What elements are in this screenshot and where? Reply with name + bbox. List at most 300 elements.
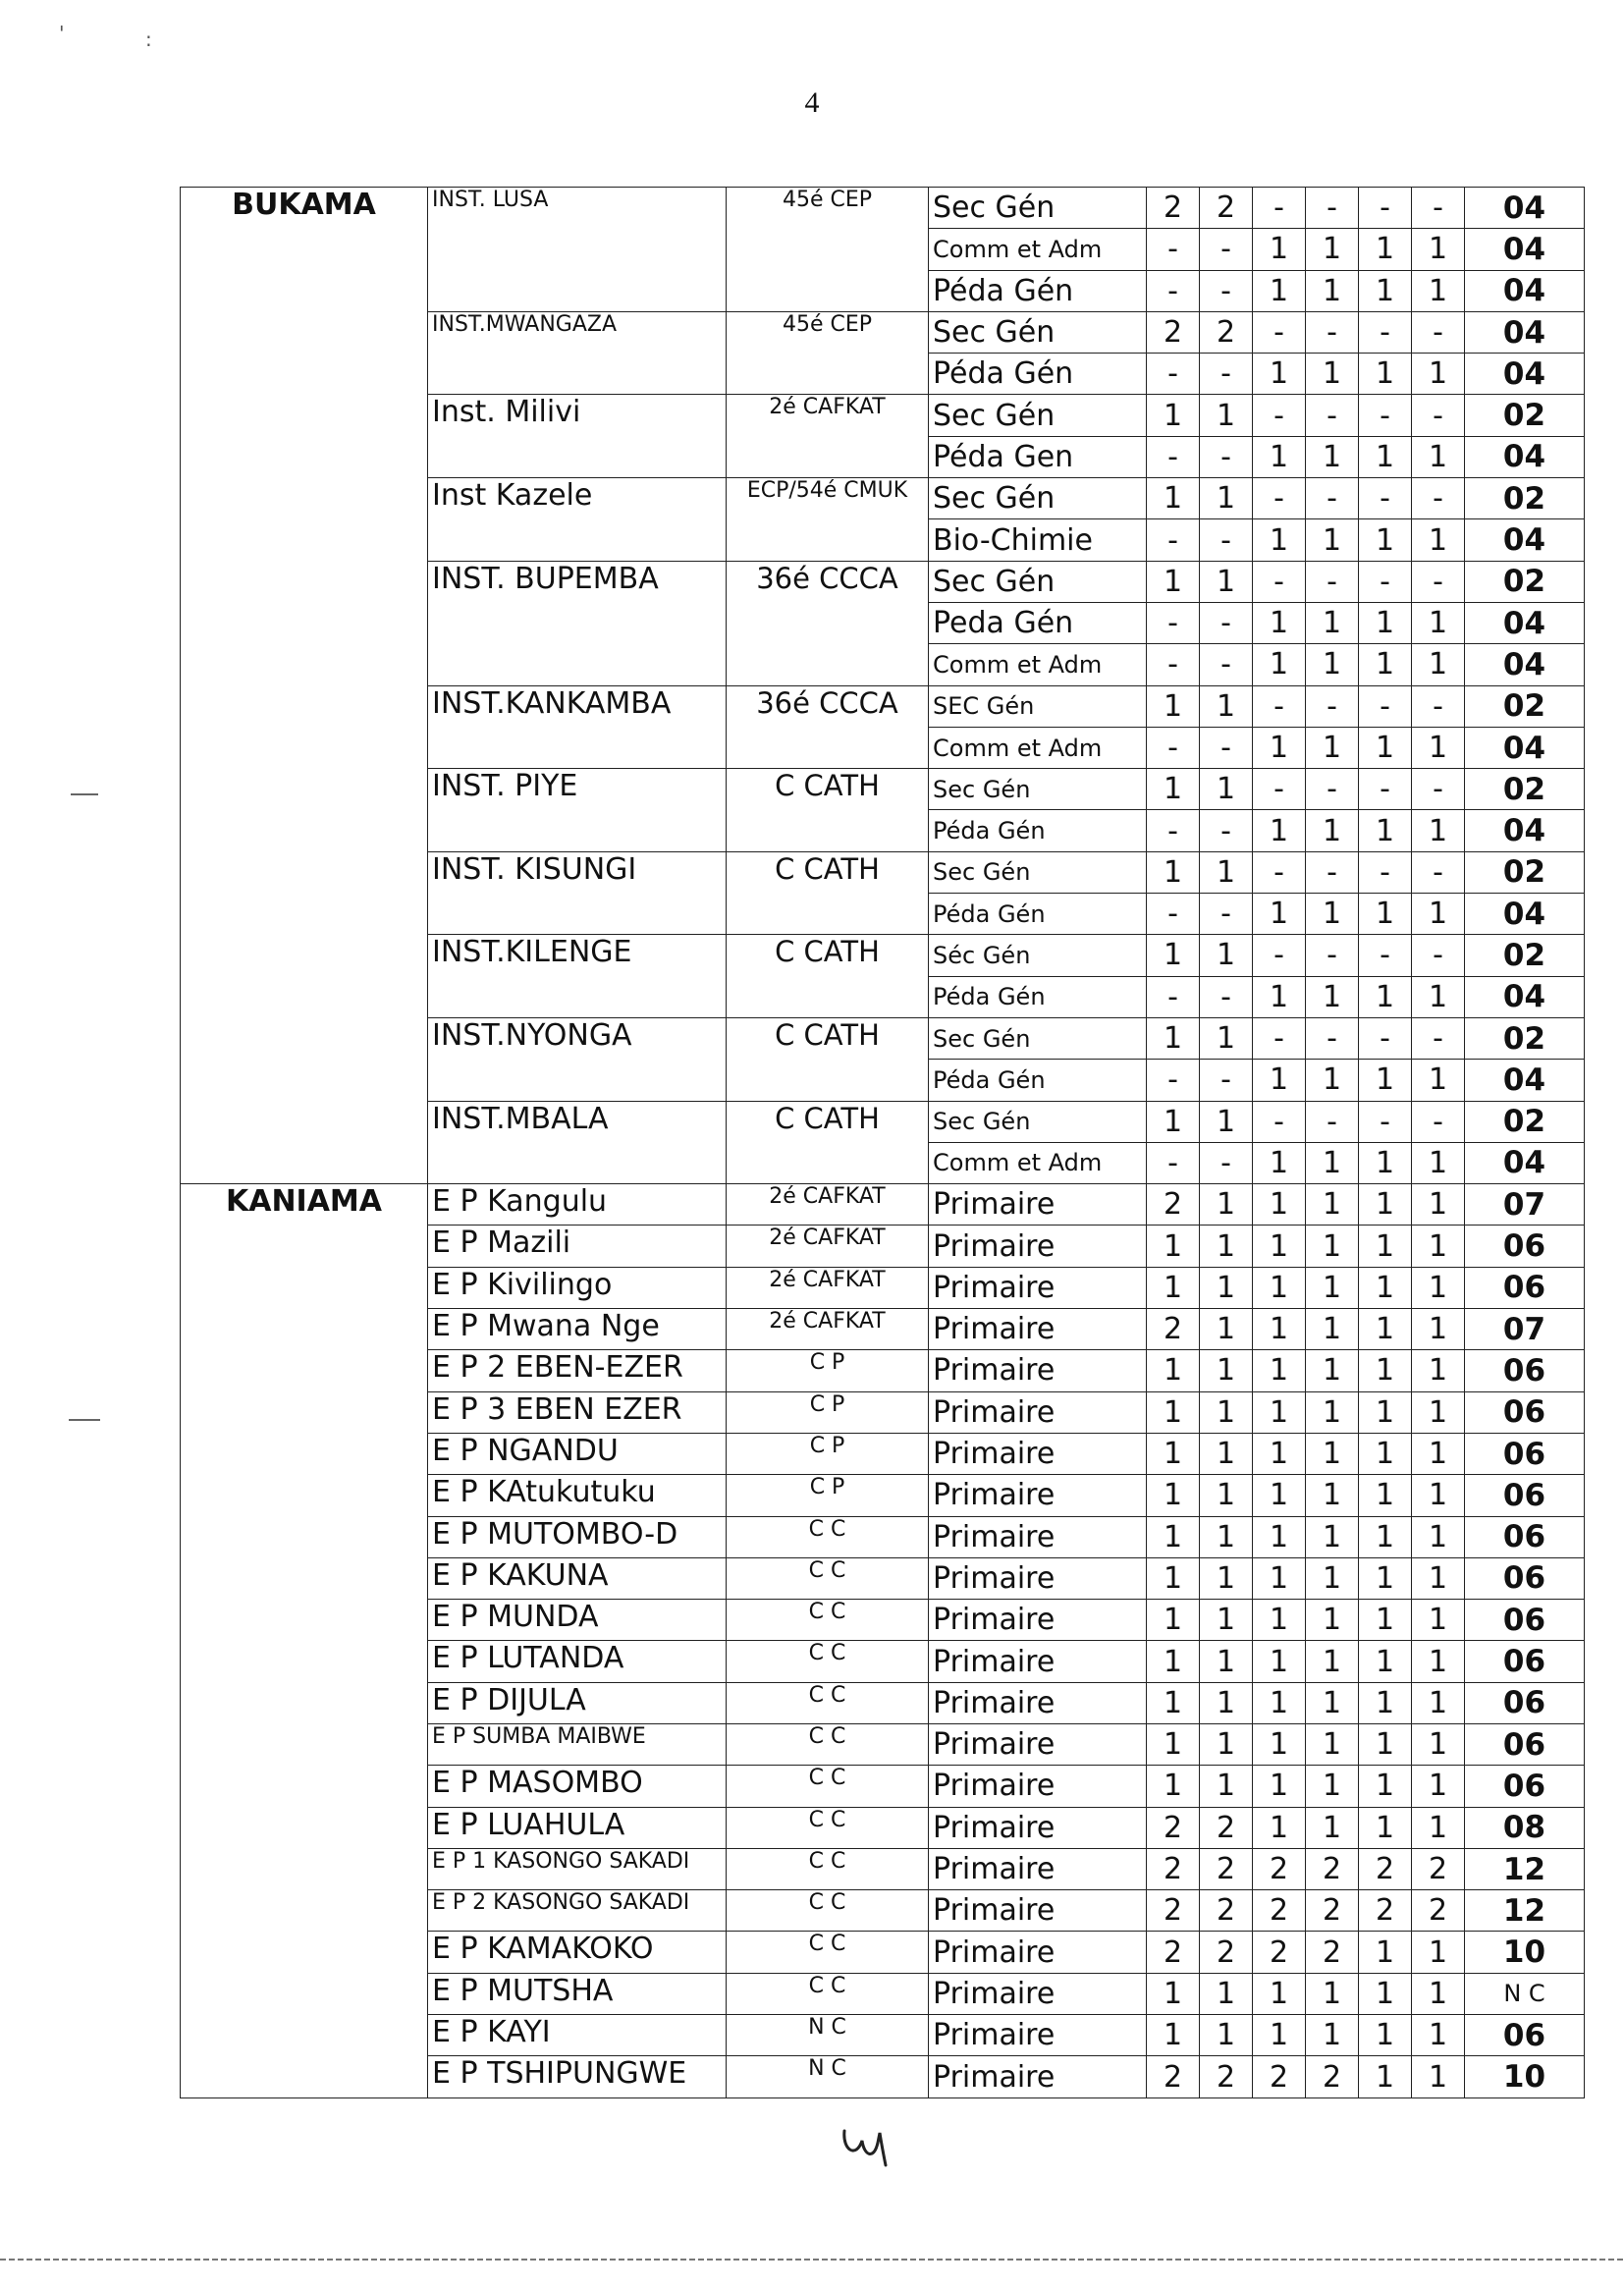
class-count-cell: - — [1253, 478, 1306, 519]
class-count-cell: 1 — [1253, 1766, 1306, 1807]
class-count-cell: 2 — [1147, 1848, 1200, 1889]
class-count-cell: 1 — [1359, 976, 1412, 1017]
class-count-cell: - — [1359, 769, 1412, 810]
class-count-cell: 1 — [1253, 519, 1306, 561]
class-count-cell: - — [1253, 935, 1306, 976]
class-count-cell: 1 — [1147, 685, 1200, 727]
class-count-cell: 1 — [1200, 851, 1253, 893]
class-count-cell: 1 — [1306, 894, 1359, 935]
class-count-cell: 1 — [1200, 1682, 1253, 1723]
class-count-cell: 1 — [1412, 436, 1465, 477]
class-count-cell: 2 — [1306, 1932, 1359, 1973]
class-count-cell: - — [1253, 685, 1306, 727]
class-count-cell: - — [1412, 685, 1465, 727]
total-cell: 02 — [1465, 478, 1585, 519]
regime-cell: 2é CAFKAT — [727, 395, 929, 478]
class-count-cell: 1 — [1306, 1142, 1359, 1183]
class-count-cell: - — [1147, 602, 1200, 643]
class-count-cell: 1 — [1253, 1600, 1306, 1641]
class-count-cell: 1 — [1253, 270, 1306, 311]
total-cell: 04 — [1465, 270, 1585, 311]
school-name-cell: E P 1 KASONGO SAKADI — [428, 1848, 727, 1889]
total-cell: 06 — [1465, 1391, 1585, 1433]
class-count-cell: - — [1359, 311, 1412, 353]
total-cell: 04 — [1465, 311, 1585, 353]
school-name-cell: E P Mwana Nge — [428, 1309, 727, 1350]
class-count-cell: 1 — [1412, 1475, 1465, 1516]
class-count-cell: 1 — [1412, 1142, 1465, 1183]
total-cell: 04 — [1465, 436, 1585, 477]
class-count-cell: 1 — [1147, 1641, 1200, 1682]
class-count-cell: 2 — [1147, 1309, 1200, 1350]
school-name-cell: E P KAKUNA — [428, 1557, 727, 1599]
class-count-cell: 1 — [1359, 1184, 1412, 1226]
regime-cell: C C — [727, 1766, 929, 1807]
section-cell: Primaire — [929, 1516, 1147, 1557]
class-count-cell: - — [1359, 935, 1412, 976]
class-count-cell: - — [1306, 561, 1359, 602]
class-count-cell: 1 — [1200, 1766, 1253, 1807]
class-count-cell: - — [1200, 810, 1253, 851]
class-count-cell: 1 — [1147, 1267, 1200, 1308]
school-name-cell: E P 2 EBEN-EZER — [428, 1350, 727, 1391]
regime-cell: C C — [727, 1848, 929, 1889]
total-cell: 02 — [1465, 395, 1585, 436]
class-count-cell: - — [1412, 561, 1465, 602]
class-count-cell: - — [1412, 851, 1465, 893]
class-count-cell: 2 — [1147, 2056, 1200, 2097]
class-count-cell: 1 — [1306, 1184, 1359, 1226]
class-count-cell: - — [1200, 229, 1253, 270]
class-count-cell: - — [1359, 1017, 1412, 1059]
class-count-cell: 1 — [1253, 1184, 1306, 1226]
total-cell: 02 — [1465, 685, 1585, 727]
total-cell: 04 — [1465, 519, 1585, 561]
school-name-cell: INST. LUSA — [428, 188, 727, 312]
class-count-cell: 1 — [1147, 478, 1200, 519]
class-count-cell: 2 — [1200, 2056, 1253, 2097]
class-count-cell: 1 — [1200, 1184, 1253, 1226]
section-cell: Primaire — [929, 2056, 1147, 2097]
section-cell: SEC Gén — [929, 685, 1147, 727]
class-count-cell: 1 — [1147, 1723, 1200, 1765]
class-count-cell: - — [1200, 894, 1253, 935]
regime-cell: 2é CAFKAT — [727, 1309, 929, 1350]
class-count-cell: - — [1253, 311, 1306, 353]
class-count-cell: 1 — [1412, 1682, 1465, 1723]
class-count-cell: 1 — [1359, 270, 1412, 311]
class-count-cell: 2 — [1306, 2056, 1359, 2097]
class-count-cell: 2 — [1147, 1184, 1200, 1226]
class-count-cell: - — [1359, 1101, 1412, 1142]
page-number: 4 — [804, 86, 820, 119]
class-count-cell: 1 — [1306, 1433, 1359, 1474]
class-count-cell: 1 — [1200, 1475, 1253, 1516]
total-cell: 04 — [1465, 1060, 1585, 1101]
regime-cell: 2é CAFKAT — [727, 1184, 929, 1226]
school-name-cell: INST.KANKAMBA — [428, 685, 727, 769]
regime-cell: C C — [727, 1890, 929, 1932]
section-cell: Primaire — [929, 1600, 1147, 1641]
class-count-cell: 1 — [1359, 602, 1412, 643]
total-cell: 06 — [1465, 1350, 1585, 1391]
class-count-cell: - — [1412, 1101, 1465, 1142]
total-cell: 02 — [1465, 1017, 1585, 1059]
regime-cell: C P — [727, 1350, 929, 1391]
school-name-cell: E P Kivilingo — [428, 1267, 727, 1308]
class-count-cell: - — [1412, 478, 1465, 519]
class-count-cell: - — [1147, 976, 1200, 1017]
total-cell: 06 — [1465, 2015, 1585, 2056]
class-count-cell: 1 — [1253, 2015, 1306, 2056]
class-count-cell: 1 — [1412, 976, 1465, 1017]
class-count-cell: - — [1359, 561, 1412, 602]
total-cell: 08 — [1465, 1807, 1585, 1848]
class-count-cell: - — [1306, 188, 1359, 229]
class-count-cell: 1 — [1306, 727, 1359, 768]
section-cell: Primaire — [929, 1557, 1147, 1599]
school-name-cell: E P MUTSHA — [428, 1973, 727, 2014]
regime-cell: C P — [727, 1475, 929, 1516]
district-cell: BUKAMA — [181, 188, 428, 1184]
section-cell: Primaire — [929, 1475, 1147, 1516]
class-count-cell: 1 — [1359, 1557, 1412, 1599]
class-count-cell: 1 — [1147, 1475, 1200, 1516]
total-cell: 04 — [1465, 602, 1585, 643]
regime-cell: 2é CAFKAT — [727, 1267, 929, 1308]
class-count-cell: 1 — [1147, 1766, 1200, 1807]
class-count-cell: 1 — [1412, 2056, 1465, 2097]
class-count-cell: 1 — [1359, 727, 1412, 768]
school-name-cell: E P Mazili — [428, 1226, 727, 1267]
class-count-cell: 1 — [1359, 1682, 1412, 1723]
class-count-cell: 2 — [1147, 311, 1200, 353]
section-cell: Primaire — [929, 1807, 1147, 1848]
school-name-cell: E P KAtukutuku — [428, 1475, 727, 1516]
section-cell: Sec Gén — [929, 188, 1147, 229]
regime-cell: C CATH — [727, 851, 929, 935]
class-count-cell: 1 — [1147, 1017, 1200, 1059]
class-count-cell: 1 — [1359, 1600, 1412, 1641]
school-name-cell: INST.MWANGAZA — [428, 311, 727, 395]
section-cell: Sec Gén — [929, 769, 1147, 810]
regime-cell: 36é CCCA — [727, 685, 929, 769]
regime-cell: 45é CEP — [727, 188, 929, 312]
class-count-cell: 1 — [1253, 1391, 1306, 1433]
class-count-cell: 1 — [1412, 1723, 1465, 1765]
class-count-cell: 1 — [1306, 1557, 1359, 1599]
class-count-cell: - — [1200, 602, 1253, 643]
section-cell: Primaire — [929, 1184, 1147, 1226]
class-count-cell: 1 — [1200, 478, 1253, 519]
class-count-cell: 1 — [1253, 894, 1306, 935]
class-count-cell: 1 — [1200, 1101, 1253, 1142]
class-count-cell: 1 — [1147, 1516, 1200, 1557]
school-name-cell: E P TSHIPUNGWE — [428, 2056, 727, 2097]
class-count-cell: - — [1200, 354, 1253, 395]
class-count-cell: 1 — [1200, 1350, 1253, 1391]
class-count-cell: 1 — [1253, 727, 1306, 768]
class-count-cell: 1 — [1147, 1557, 1200, 1599]
class-count-cell: 1 — [1253, 1516, 1306, 1557]
class-count-cell: 2 — [1147, 1932, 1200, 1973]
class-count-cell: 1 — [1200, 1433, 1253, 1474]
class-count-cell: 1 — [1200, 935, 1253, 976]
class-count-cell: - — [1147, 644, 1200, 685]
class-count-cell: 1 — [1253, 644, 1306, 685]
section-cell: Sec Gén — [929, 395, 1147, 436]
class-count-cell: 1 — [1359, 1766, 1412, 1807]
total-cell: 06 — [1465, 1226, 1585, 1267]
class-count-cell: 1 — [1306, 1391, 1359, 1433]
class-count-cell: 1 — [1253, 436, 1306, 477]
class-count-cell: 2 — [1200, 1932, 1253, 1973]
class-count-cell: 1 — [1359, 2056, 1412, 2097]
class-count-cell: 2 — [1253, 1890, 1306, 1932]
section-cell: Primaire — [929, 1350, 1147, 1391]
class-count-cell: 1 — [1200, 685, 1253, 727]
class-count-cell: 1 — [1200, 1600, 1253, 1641]
class-count-cell: 1 — [1253, 1682, 1306, 1723]
class-count-cell: 1 — [1412, 644, 1465, 685]
class-count-cell: - — [1147, 519, 1200, 561]
class-count-cell: 1 — [1147, 1391, 1200, 1433]
class-count-cell: 2 — [1147, 188, 1200, 229]
section-cell: Primaire — [929, 1932, 1147, 1973]
section-cell: Péda Gén — [929, 270, 1147, 311]
class-count-cell: 1 — [1253, 1973, 1306, 2014]
class-count-cell: 2 — [1147, 1890, 1200, 1932]
section-cell: Sec Gén — [929, 851, 1147, 893]
class-count-cell: 1 — [1306, 1060, 1359, 1101]
class-count-cell: 1 — [1359, 1060, 1412, 1101]
class-count-cell: 1 — [1306, 519, 1359, 561]
class-count-cell: 1 — [1200, 561, 1253, 602]
class-count-cell: 1 — [1253, 1723, 1306, 1765]
class-count-cell: - — [1147, 1142, 1200, 1183]
class-count-cell: - — [1147, 810, 1200, 851]
class-count-cell: 1 — [1200, 769, 1253, 810]
class-count-cell: 1 — [1200, 1017, 1253, 1059]
section-cell: Primaire — [929, 1641, 1147, 1682]
class-count-cell: - — [1253, 188, 1306, 229]
class-count-cell: - — [1147, 1060, 1200, 1101]
section-cell: Péda Gén — [929, 894, 1147, 935]
class-count-cell: 1 — [1359, 229, 1412, 270]
class-count-cell: 1 — [1253, 1060, 1306, 1101]
section-cell: Primaire — [929, 1433, 1147, 1474]
regime-cell: N C — [727, 2015, 929, 2056]
class-count-cell: 1 — [1147, 395, 1200, 436]
section-cell: Sec Gén — [929, 561, 1147, 602]
class-count-cell: 1 — [1253, 602, 1306, 643]
class-count-cell: 2 — [1412, 1890, 1465, 1932]
class-count-cell: 1 — [1412, 1600, 1465, 1641]
class-count-cell: 1 — [1147, 935, 1200, 976]
total-cell: N C — [1465, 1973, 1585, 2014]
class-count-cell: 1 — [1412, 810, 1465, 851]
class-count-cell: - — [1253, 395, 1306, 436]
total-cell: 10 — [1465, 1932, 1585, 1973]
scan-speck: : — [145, 27, 152, 51]
class-count-cell: - — [1147, 436, 1200, 477]
total-cell: 07 — [1465, 1184, 1585, 1226]
total-cell: 06 — [1465, 1766, 1585, 1807]
total-cell: 04 — [1465, 229, 1585, 270]
class-count-cell: 1 — [1359, 1723, 1412, 1765]
class-count-cell: 1 — [1253, 1475, 1306, 1516]
class-count-cell: 1 — [1200, 1391, 1253, 1433]
total-cell: 02 — [1465, 851, 1585, 893]
table-row — [181, 188, 1585, 229]
class-count-cell: 1 — [1200, 1309, 1253, 1350]
scan-mark-left — [71, 793, 98, 795]
school-name-cell: E P 2 KASONGO SAKADI — [428, 1890, 727, 1932]
total-cell: 02 — [1465, 1101, 1585, 1142]
total-cell: 06 — [1465, 1267, 1585, 1308]
section-cell: Péda Gen — [929, 436, 1147, 477]
class-count-cell: 1 — [1253, 1807, 1306, 1848]
regime-cell: C C — [727, 1932, 929, 1973]
section-cell: Comm et Adm — [929, 229, 1147, 270]
class-count-cell: 2 — [1412, 1848, 1465, 1889]
total-cell: 07 — [1465, 1309, 1585, 1350]
class-count-cell: - — [1147, 270, 1200, 311]
class-count-cell: 1 — [1147, 1433, 1200, 1474]
section-cell: Sec Gén — [929, 1101, 1147, 1142]
class-count-cell: 1 — [1147, 561, 1200, 602]
class-count-cell: 1 — [1306, 602, 1359, 643]
class-count-cell: 1 — [1306, 2015, 1359, 2056]
class-count-cell: 1 — [1412, 354, 1465, 395]
class-count-cell: - — [1306, 395, 1359, 436]
regime-cell: N C — [727, 2056, 929, 2097]
class-count-cell: 1 — [1306, 1475, 1359, 1516]
class-count-cell: 1 — [1306, 1766, 1359, 1807]
class-count-cell: 1 — [1200, 1557, 1253, 1599]
class-count-cell: 1 — [1306, 1682, 1359, 1723]
class-count-cell: 1 — [1412, 270, 1465, 311]
class-count-cell: 1 — [1412, 1557, 1465, 1599]
school-name-cell: INST.NYONGA — [428, 1017, 727, 1101]
district-cell: KANIAMA — [181, 1184, 428, 2098]
class-count-cell: 1 — [1147, 851, 1200, 893]
section-cell: Peda Gén — [929, 602, 1147, 643]
class-count-cell: - — [1147, 894, 1200, 935]
class-count-cell: 1 — [1253, 976, 1306, 1017]
class-count-cell: 1 — [1253, 1142, 1306, 1183]
class-count-cell: 1 — [1200, 395, 1253, 436]
section-cell: Comm et Adm — [929, 644, 1147, 685]
class-count-cell: 1 — [1412, 1060, 1465, 1101]
class-count-cell: - — [1359, 188, 1412, 229]
class-count-cell: 1 — [1412, 229, 1465, 270]
class-count-cell: 1 — [1253, 1309, 1306, 1350]
class-count-cell: 2 — [1200, 1890, 1253, 1932]
total-cell: 04 — [1465, 810, 1585, 851]
class-count-cell: 1 — [1359, 1807, 1412, 1848]
class-count-cell: 1 — [1306, 229, 1359, 270]
total-cell: 04 — [1465, 1142, 1585, 1183]
class-count-cell: 1 — [1412, 894, 1465, 935]
class-count-cell: 1 — [1306, 1723, 1359, 1765]
class-count-cell: - — [1200, 1060, 1253, 1101]
class-count-cell: - — [1147, 354, 1200, 395]
class-count-cell: - — [1306, 1017, 1359, 1059]
school-name-cell: INST.KILENGE — [428, 935, 727, 1018]
class-count-cell: 1 — [1306, 1807, 1359, 1848]
class-count-cell: 1 — [1359, 1932, 1412, 1973]
school-name-cell: E P MASOMBO — [428, 1766, 727, 1807]
class-count-cell: - — [1412, 188, 1465, 229]
class-count-cell: 1 — [1412, 1932, 1465, 1973]
handwritten-initials — [835, 2111, 913, 2170]
section-cell: Primaire — [929, 1267, 1147, 1308]
regime-cell: C C — [727, 1682, 929, 1723]
class-count-cell: 1 — [1359, 894, 1412, 935]
school-name-cell: E P KAMAKOKO — [428, 1932, 727, 1973]
total-cell: 06 — [1465, 1557, 1585, 1599]
class-count-cell: - — [1306, 685, 1359, 727]
regime-cell: ECP/54é CMUK — [727, 478, 929, 562]
section-cell: Primaire — [929, 1890, 1147, 1932]
total-cell: 04 — [1465, 976, 1585, 1017]
class-count-cell: 1 — [1359, 1267, 1412, 1308]
class-count-cell: 2 — [1306, 1848, 1359, 1889]
class-count-cell: 1 — [1253, 229, 1306, 270]
total-cell: 06 — [1465, 1682, 1585, 1723]
class-count-cell: 2 — [1200, 1848, 1253, 1889]
class-count-cell: 1 — [1306, 270, 1359, 311]
class-count-cell: 1 — [1412, 1516, 1465, 1557]
class-count-cell: 1 — [1359, 1433, 1412, 1474]
class-count-cell: 1 — [1253, 354, 1306, 395]
class-count-cell: - — [1306, 769, 1359, 810]
class-count-cell: 1 — [1306, 1226, 1359, 1267]
total-cell: 06 — [1465, 1475, 1585, 1516]
section-cell: Primaire — [929, 1848, 1147, 1889]
class-count-cell: - — [1412, 935, 1465, 976]
class-count-cell: 2 — [1306, 1890, 1359, 1932]
class-count-cell: 1 — [1253, 1226, 1306, 1267]
school-name-cell: E P KAYI — [428, 2015, 727, 2056]
class-count-cell: 1 — [1306, 1600, 1359, 1641]
class-count-cell: 1 — [1306, 1309, 1359, 1350]
class-count-cell: 1 — [1253, 810, 1306, 851]
regime-cell: C C — [727, 1973, 929, 2014]
class-count-cell: 2 — [1147, 1807, 1200, 1848]
class-count-cell: 1 — [1412, 1973, 1465, 2014]
class-count-cell: 1 — [1147, 1226, 1200, 1267]
class-count-cell: - — [1200, 976, 1253, 1017]
class-count-cell: 1 — [1147, 1600, 1200, 1641]
section-cell: Sec Gén — [929, 1017, 1147, 1059]
class-count-cell: 1 — [1306, 1516, 1359, 1557]
class-count-cell: 2 — [1200, 311, 1253, 353]
class-count-cell: 1 — [1359, 1391, 1412, 1433]
class-count-cell: 1 — [1253, 1557, 1306, 1599]
class-count-cell: 1 — [1412, 2015, 1465, 2056]
class-count-cell: 2 — [1253, 1932, 1306, 1973]
table-body — [181, 188, 1585, 2098]
class-count-cell: 1 — [1412, 1766, 1465, 1807]
class-count-cell: 1 — [1412, 602, 1465, 643]
class-count-cell: 1 — [1412, 1267, 1465, 1308]
class-count-cell: - — [1253, 769, 1306, 810]
class-count-cell: 1 — [1147, 2015, 1200, 2056]
section-cell: Séc Gén — [929, 935, 1147, 976]
regime-cell: 2é CAFKAT — [727, 1226, 929, 1267]
